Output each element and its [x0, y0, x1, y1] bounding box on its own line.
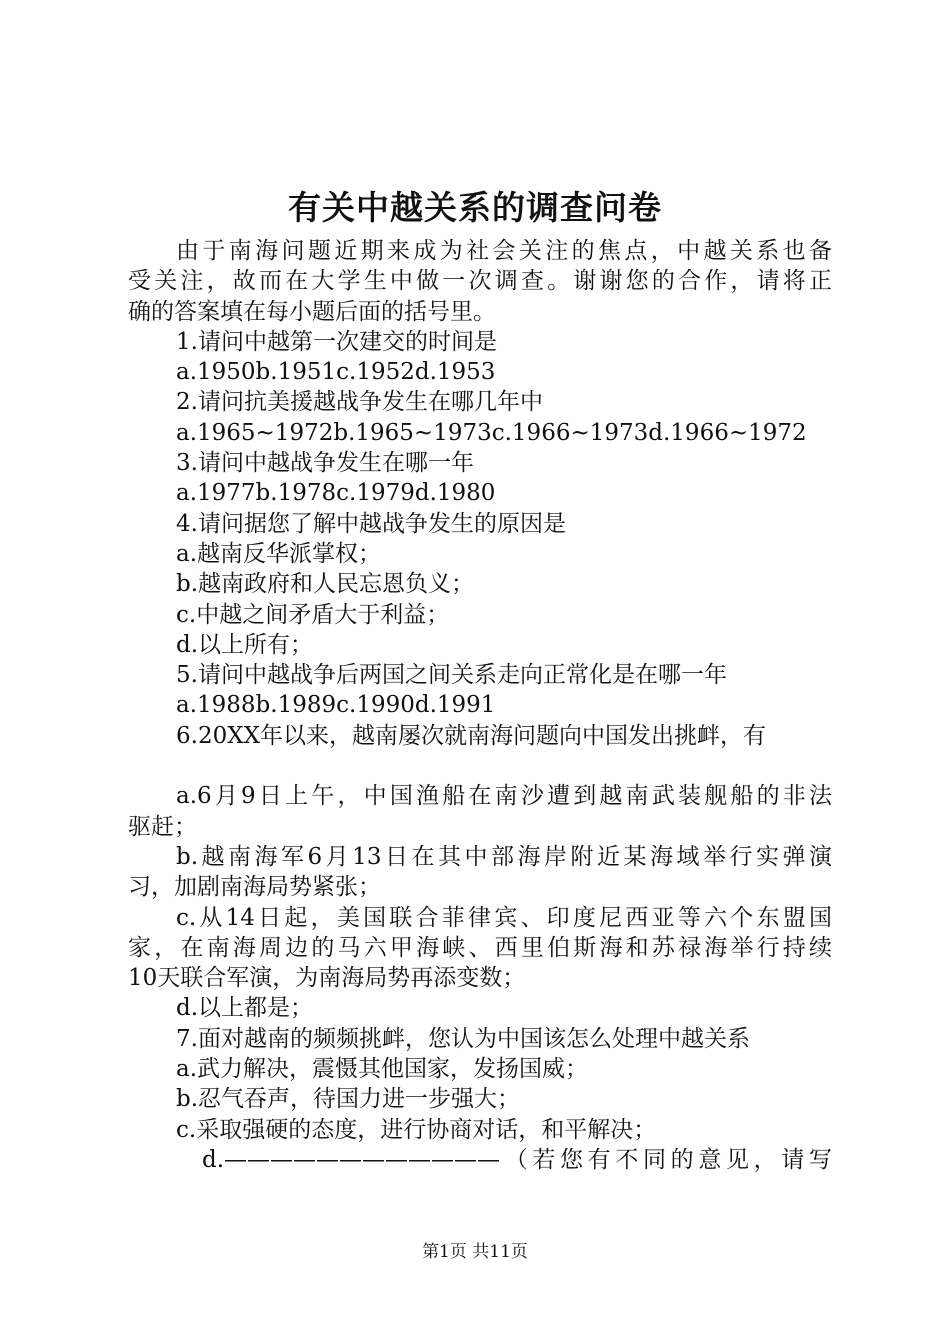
question-7-option-b: b.忍气吞声，待国力进一步强大；: [176, 1086, 521, 1113]
question-7-option-d: d.————————————（若您有不同的意见，请写: [202, 1146, 832, 1173]
question-3-options: a.1977b.1978c.1979d.1980: [176, 480, 496, 507]
question-6-option-b-line-1: b.越南海军6月13日在其中部海岸附近某海域举行实弹演: [176, 843, 832, 870]
question-6-option-b-line-2: 习，加剧南海局势紧张；: [128, 874, 381, 901]
question-2-options: a.1965~1972b.1965~1973c.1966~1973d.1966~1972: [176, 419, 807, 446]
question-6-option-c-line-1: c.从14日起，美国联合菲律宾、印度尼西亚等六个东盟国: [176, 904, 832, 931]
question-7-option-a: a.武力解决，震慑其他国家，发扬国威；: [176, 1056, 589, 1083]
intro-line-3: 确的答案填在每小题后面的括号里。: [128, 298, 496, 325]
blank-line: [128, 751, 832, 781]
question-5-options: a.1988b.1989c.1990d.1991: [176, 692, 496, 719]
question-7: 7.面对越南的频频挑衅，您认为中国该怎么处理中越关系: [176, 1025, 750, 1052]
intro-line-2: 受关注，故而在大学生中做一次调查。谢谢您的合作，请将正: [128, 268, 832, 295]
question-6-option-c-line-2: 家，在南海周边的马六甲海峡、西里伯斯海和苏禄海举行持续: [128, 934, 832, 961]
question-4: 4.请问据您了解中越战争发生的原因是: [176, 510, 566, 537]
question-4-option-a: a.越南反华派掌权；: [176, 540, 382, 567]
question-6-option-d: d.以上都是；: [176, 995, 314, 1022]
document-title: 有关中越关系的调查问卷: [288, 188, 662, 227]
intro-line-1: 由于南海问题近期来成为社会关注的焦点，中越关系也备: [176, 238, 832, 264]
document-body: [128, 236, 832, 1175]
question-6-option-a-line-1: a.6月9日上午，中国渔船在南沙遭到越南武装舰船的非法: [176, 783, 832, 810]
question-5: 5.请问中越战争后两国之间关系走向正常化是在哪一年: [176, 662, 727, 689]
question-4-option-c: c.中越之间矛盾大于利益；: [176, 601, 450, 628]
question-4-option-d: d.以上所有；: [176, 631, 314, 658]
question-4-option-b: b.越南政府和人民忘恩负义；: [176, 571, 475, 598]
question-1-options: a.1950b.1951c.1952d.1953: [176, 359, 496, 386]
page-number-footer: 第1页 共11页: [422, 1242, 528, 1262]
question-6-option-c-line-3: 10天联合军演，为南海局势再添变数；: [128, 965, 526, 992]
question-6-option-a-line-2: 驱赶；: [128, 813, 197, 840]
question-7-option-c: c.采取强硬的态度，进行协商对话，和平解决；: [176, 1116, 657, 1143]
question-3: 3.请问中越战争发生在哪一年: [176, 450, 474, 477]
question-6: 6.20XX年以来，越南屡次就南海问题向中国发出挑衅，有: [176, 722, 766, 749]
question-2: 2.请问抗美援越战争发生在哪几年中: [176, 389, 543, 416]
question-1: 1.请问中越第一次建交的时间是: [176, 328, 497, 355]
